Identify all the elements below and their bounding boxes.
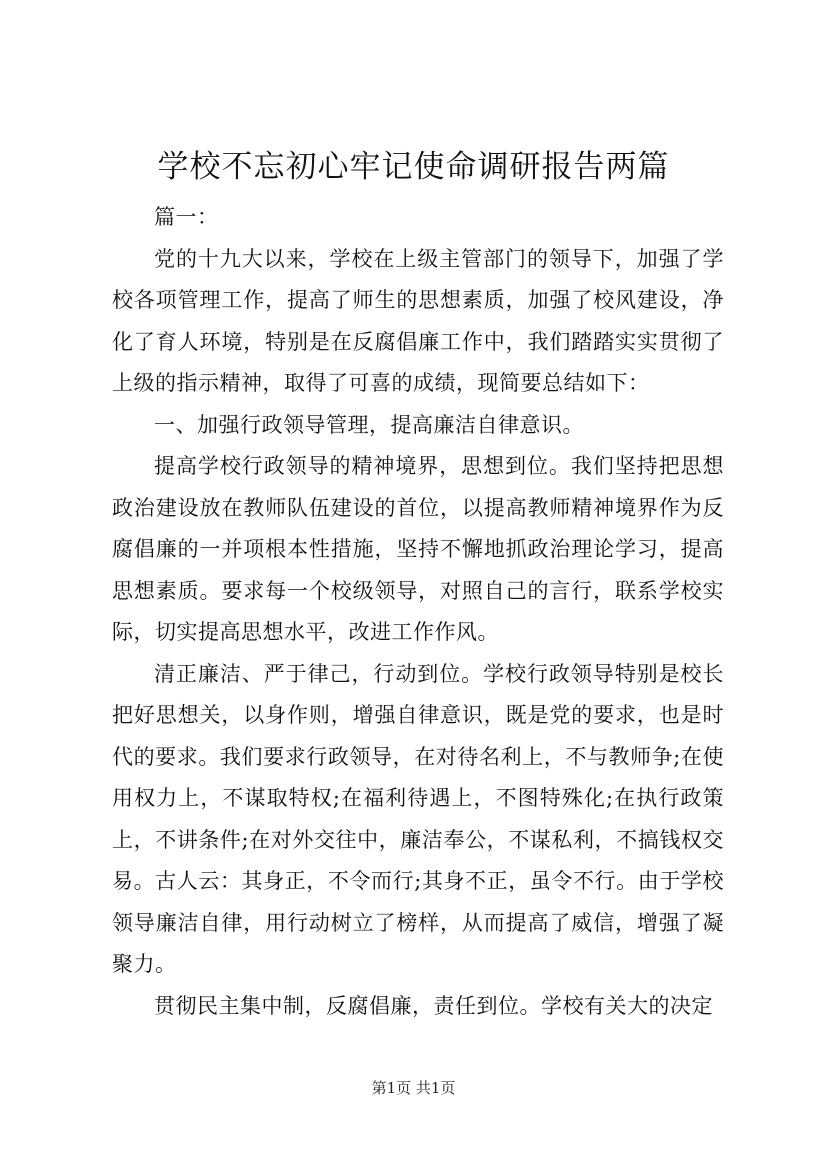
paragraph-action: 清正廉洁、严于律己，行动到位。学校行政领导特别是校长把好思想关，以身作则，增强自律意识，既是党的要求，也是时代的要求。我们要求行政领导，在对待名利上，不与教师争;在使用权力上，不谋取特权;在福利待遇上，不图特殊化;在执行政策上，不讲条件;在对外交往中，廉洁奉公，不谋私利，不搞钱权交易。古人云：其身正，不令而行;其身不正，虽令不行。由于学校领导廉洁自律，用行动树立了榜样，从而提高了威信，增强了凝聚力。 (112, 661, 724, 976)
paragraph-section-label: 篇一： (154, 205, 219, 229)
paragraph-intro: 党的十九大以来，学校在上级主管部门的领导下，加强了学校各项管理工作，提高了师生的思想素质，加强了校风建设，净化了育人环境，特别是在反腐倡廉工作中，我们踏踏实实贯彻了上级的指示精神，取得了可喜的成绩，现简要总结如下： (112, 246, 724, 395)
paragraph-heading-1: 一、加强行政领导管理，提高廉洁自律意识。 (154, 412, 584, 437)
paragraph-thought: 提高学校行政领导的精神境界，思想到位。我们坚持把思想政治建设放在教师队伍建设的首位，以提高教师精神境界作为反腐倡廉的一并项根本性措施，坚持不懈地抓政治理论学习，提高思想素质。要求每一个校级领导，对照自己的言行，联系学校实际，切实提高思想水平，改进工作作风。 (112, 454, 724, 644)
document-body (112, 197, 724, 1027)
page-footer: 第1页 共1页 (371, 1079, 456, 1097)
paragraph-responsibility: 贯彻民主集中制，反腐倡廉，责任到位。学校有关大的决定 (154, 993, 713, 1018)
document-title: 学校不忘初心牢记使命调研报告两篇 (157, 149, 670, 185)
